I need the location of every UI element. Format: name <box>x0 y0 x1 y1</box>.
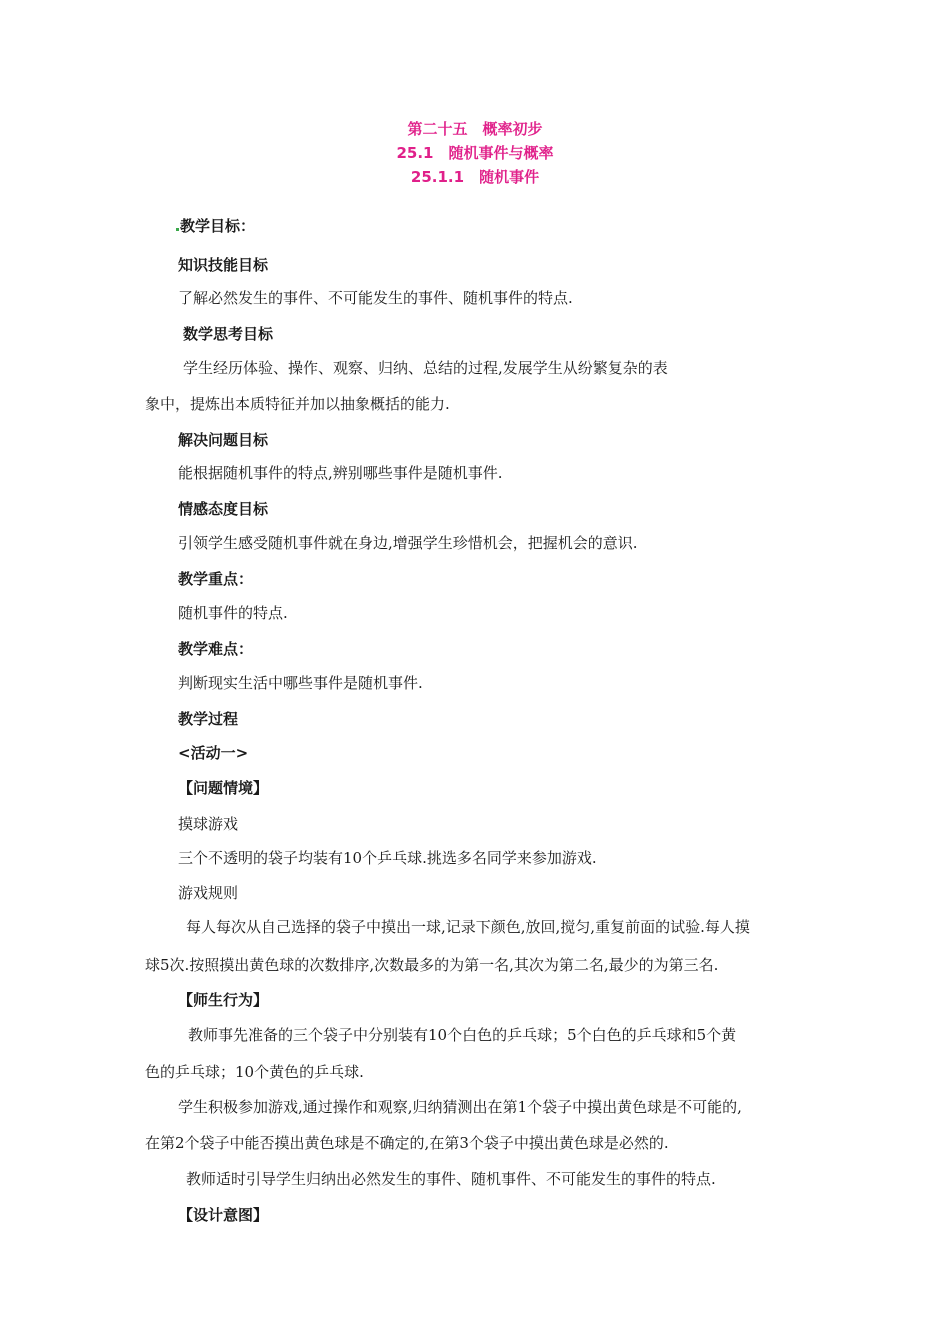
behavior-line-2: 色的乒乓球；10个黄色的乒乓球. <box>145 1063 364 1081</box>
bullet-marker <box>176 228 179 231</box>
behavior-line-1: 教师事先准备的三个袋子中分别装有10个白色的乒乓球；5个白色的乒乓球和5个黄 <box>188 1026 737 1044</box>
subsection-title: 25.1.1 随机事件 <box>410 168 540 186</box>
thinking-text-line-2: 象中，提炼出本质特征并加以抽象概括的能力. <box>145 395 450 413</box>
attitude-heading: 情感态度目标 <box>178 500 269 518</box>
knowledge-heading: 知识技能目标 <box>178 256 269 274</box>
problem-heading: 解决问题目标 <box>178 431 269 449</box>
objectives-heading: 教学目标： <box>180 217 256 235</box>
rules-heading: 游戏规则 <box>178 884 239 902</box>
game-name: 摸球游戏 <box>178 815 239 833</box>
situation-heading: 【问题情境】 <box>178 779 269 797</box>
process-heading: 教学过程 <box>178 710 239 728</box>
behavior-line-3: 学生积极参加游戏,通过操作和观察,归纳猜测出在第1个袋子中摸出黄色球是不可能的, <box>178 1098 742 1116</box>
attitude-text: 引领学生感受随机事件就在身边,增强学生珍惜机会，把握机会的意识. <box>178 534 638 552</box>
chapter-title: 第二十五 概率初步 <box>407 120 543 138</box>
thinking-heading: 数学思考目标 <box>183 325 274 343</box>
game-setup: 三个不透明的袋子均装有10个乒乓球.挑选多名同学来参加游戏. <box>178 849 597 867</box>
problem-text: 能根据随机事件的特点,辨别哪些事件是随机事件. <box>178 464 503 482</box>
difficulty-text: 判断现实生活中哪些事件是随机事件. <box>178 674 423 692</box>
key-point-heading: 教学重点： <box>178 570 254 588</box>
section-title: 25.1 随机事件与概率 <box>396 144 554 162</box>
knowledge-text: 了解必然发生的事件、不可能发生的事件、随机事件的特点. <box>178 289 573 307</box>
difficulty-heading: 教学难点： <box>178 640 254 658</box>
behavior-line-4: 在第2个袋子中能否摸出黄色球是不确定的,在第3个袋子中摸出黄色球是必然的. <box>145 1134 669 1152</box>
behavior-heading: 【师生行为】 <box>178 991 269 1009</box>
rules-line-1: 每人每次从自己选择的袋子中摸出一球,记录下颜色,放回,搅匀,重复前面的试验.每人摸 <box>186 918 750 936</box>
activity-label: <活动一> <box>178 744 249 762</box>
design-heading: 【设计意图】 <box>178 1206 269 1224</box>
thinking-text-line-1: 学生经历体验、操作、观察、归纳、总结的过程,发展学生从纷繁复杂的表 <box>183 359 668 377</box>
key-point-text: 随机事件的特点. <box>178 604 288 622</box>
rules-line-2: 球5次.按照摸出黄色球的次数排序,次数最多的为第一名,其次为第二名,最少的为第三名. <box>145 956 719 974</box>
behavior-line-5: 教师适时引导学生归纳出必然发生的事件、随机事件、不可能发生的事件的特点. <box>186 1170 716 1188</box>
